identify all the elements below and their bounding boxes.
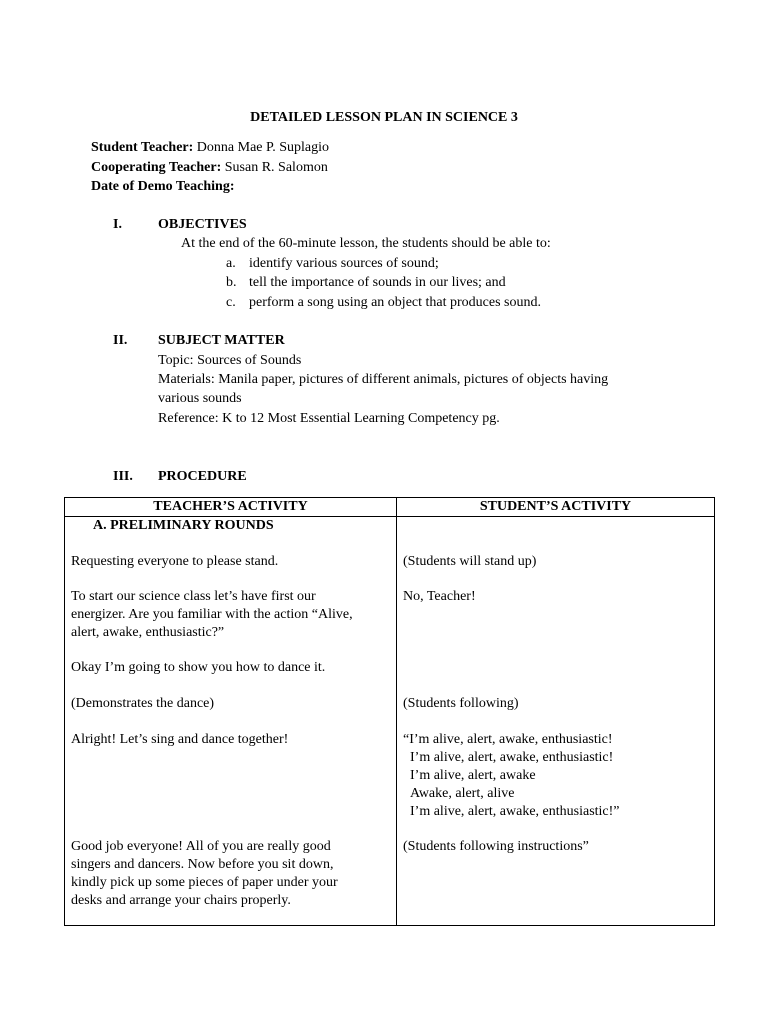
teacher-activity-cell [65, 517, 397, 926]
objective-marker-a: a. [226, 256, 236, 271]
procedure-numeral: III. [113, 469, 133, 484]
demo-date-label: Date of Demo Teaching: [91, 179, 235, 194]
student-response-6: (Students following instructions” [403, 839, 589, 854]
student-teacher-label: Student Teacher: [91, 140, 194, 155]
section-heading: A. PRELIMINARY ROUNDS [93, 518, 274, 533]
student-activity-header: STUDENT’S ACTIVITY [397, 498, 715, 517]
student-activity-cell [397, 517, 715, 926]
student-response-5: “I’m alive, alert, awake, enthusiastic! I’m alive, alert, awake, enthusiastic! I’m alive, alert, awake Awake, alert, alive I’m alive, alert, awake, enthusiastic!” [403, 732, 620, 819]
student-teacher-value: Donna Mae P. Suplagio [193, 140, 330, 155]
materials-line-2: various sounds [158, 391, 242, 406]
teacher-activity-header: TEACHER’S ACTIVITY [65, 498, 397, 517]
materials-line-1: Materials: Manila paper, pictures of different animals, pictures of objects having [158, 372, 609, 387]
teacher-step-1: Requesting everyone to please stand. [71, 554, 279, 569]
table-body-row [65, 517, 715, 926]
teacher-step-3: Okay I’m going to show you how to dance it. [71, 660, 326, 675]
student-response-4: (Students following) [403, 696, 519, 711]
objective-marker-b: b. [226, 275, 237, 290]
subject-matter-heading: SUBJECT MATTER [158, 333, 285, 348]
student-teacher-line [91, 139, 329, 157]
reference-line: Reference: K to 12 Most Essential Learning Competency pg. [158, 411, 500, 426]
objective-item-a: identify various sources of sound; [249, 256, 439, 271]
student-response-2: No, Teacher! [403, 589, 476, 604]
subject-matter-numeral: II. [113, 333, 128, 348]
teacher-step-4: (Demonstrates the dance) [71, 696, 215, 711]
objective-item-c: perform a song using an object that produces sound. [249, 295, 541, 310]
teacher-step-5: Alright! Let’s sing and dance together! [71, 732, 289, 747]
topic-line: Topic: Sources of Sounds [158, 353, 302, 368]
teacher-step-6: Good job everyone! All of you are really good singers and dancers. Now before you sit down, kindly pick up some pieces of paper under your desks and arrange your chairs properly. [71, 839, 338, 908]
cooperating-teacher-value: Susan R. Salomon [221, 160, 328, 175]
student-response-1: (Students will stand up) [403, 554, 537, 569]
objective-marker-c: c. [226, 295, 236, 310]
objectives-intro: At the end of the 60-minute lesson, the students should be able to: [181, 236, 551, 251]
cooperating-teacher-line [91, 159, 328, 177]
objective-item-b: tell the importance of sounds in our lives; and [249, 275, 506, 290]
objectives-numeral: I. [113, 217, 122, 232]
table-header-row [65, 498, 715, 517]
cooperating-teacher-label: Cooperating Teacher: [91, 160, 222, 175]
objectives-heading: OBJECTIVES [158, 217, 247, 232]
procedure-heading: PROCEDURE [158, 469, 247, 484]
document-title: DETAILED LESSON PLAN IN SCIENCE 3 [250, 110, 518, 125]
procedure-table [64, 497, 715, 926]
teacher-step-2: To start our science class let’s have first our energizer. Are you familiar with the action “Alive, alert, awake, enthusiastic?” [71, 589, 353, 640]
